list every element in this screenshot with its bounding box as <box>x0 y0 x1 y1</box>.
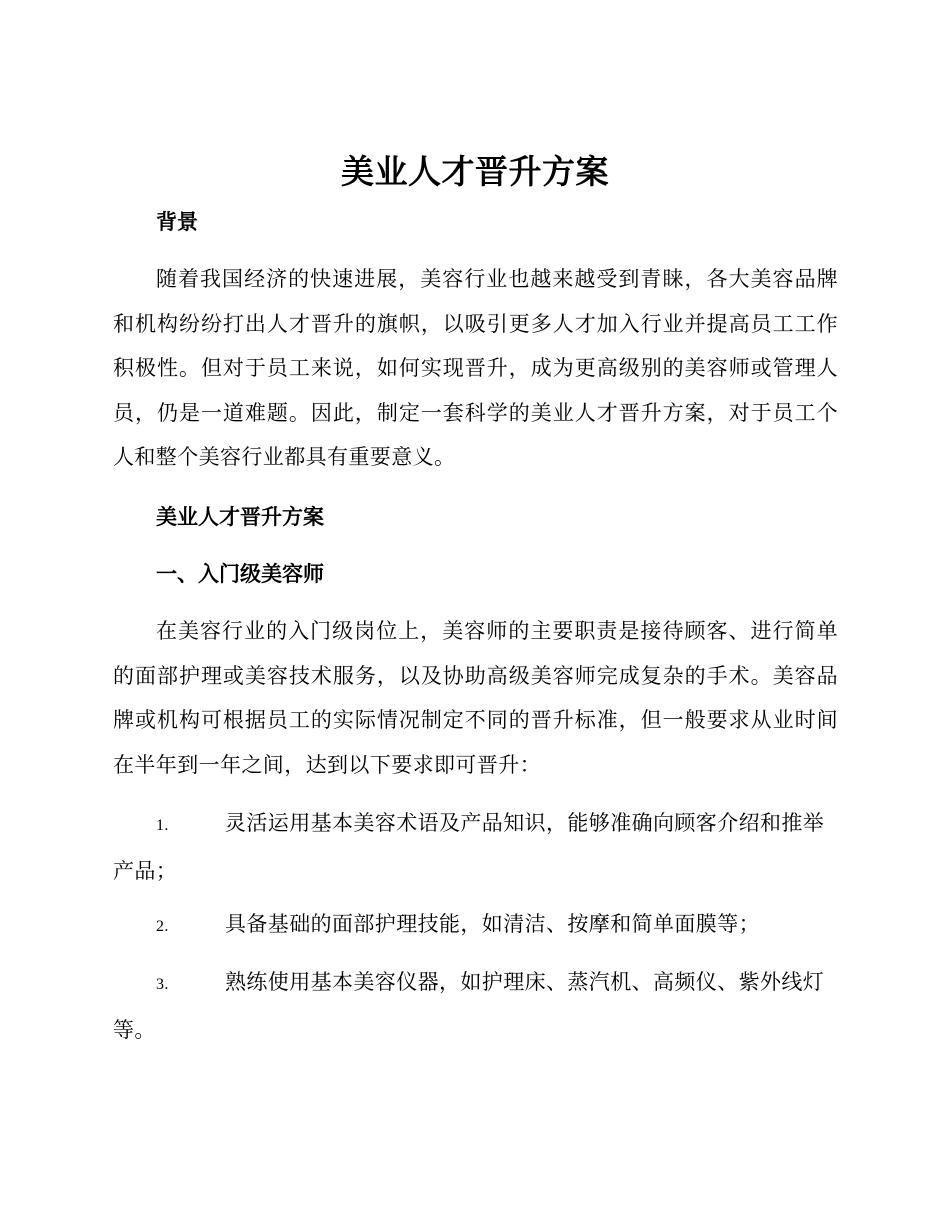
requirement-text: 灵活运用基本美容术语及产品知识，能够准确向顾客介绍和推举产品； <box>113 811 825 883</box>
requirement-item-2 <box>113 902 838 950</box>
requirement-text: 具备基础的面部护理技能，如清洁、按摩和简单面膜等； <box>225 912 760 936</box>
section-heading-entry-level: 一、入门级美容师 <box>156 562 324 586</box>
requirement-number: 1. <box>156 817 169 834</box>
section-heading-plan: 美业人才晋升方案 <box>156 505 324 529</box>
section-heading-background: 背景 <box>156 210 198 234</box>
requirement-number: 3. <box>156 976 169 993</box>
requirement-number: 2. <box>156 918 169 935</box>
background-paragraph: 随着我国经济的快速进展，美容行业也越来越受到青睐，各大美容品牌和机构纷纷打出人才晋升的旗帜，以吸引更多人才加入行业并提高员工工作积极性。但对于员工来说，如何实现晋升，成为更高级别的美容师或管理人员，仍是一道难题。因此，制定一套科学的美业人才晋升方案，对于员工个人和整个美容行业都具有重要意义。 <box>113 267 838 469</box>
entry-level-paragraph: 在美容行业的入门级岗位上，美容师的主要职责是接待顾客、进行简单的面部护理或美容技术服务，以及协助高级美容师完成复杂的手术。美容品牌或机构可根据员工的实际情况制定不同的晋升标准，但一般要求从业时间在半年到一年之间，达到以下要求即可晋升： <box>113 619 838 777</box>
requirement-item-3 <box>113 960 838 1052</box>
document-title: 美业人才晋升方案 <box>341 152 609 191</box>
requirement-item-1 <box>113 801 838 893</box>
requirement-text: 熟练使用基本美容仪器，如护理床、蒸汽机、高频仪、紫外线灯等。 <box>113 970 825 1042</box>
